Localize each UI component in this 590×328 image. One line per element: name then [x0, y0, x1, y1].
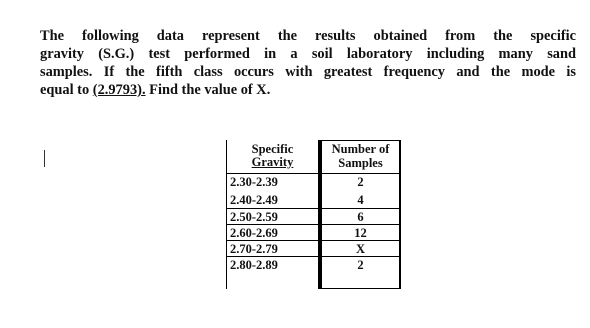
- table-cell-count: 6: [322, 208, 399, 224]
- specific-gravity-header: [227, 142, 318, 172]
- problem-line-1: The following data represent the results obtained from the specific: [40, 28, 576, 44]
- mode-dot: .: [141, 82, 146, 98]
- table-cell-count: X: [322, 240, 399, 256]
- table-cell-range: 2.80-2.89: [227, 256, 318, 272]
- table-cell-range: 2.30-2.39: [227, 173, 318, 189]
- table-cell-count: 12: [322, 224, 399, 240]
- specific-gravity-header-line-2: Gravity: [251, 155, 294, 169]
- text-cursor: [44, 150, 45, 167]
- number-of-samples-header-line-2: Samples: [338, 156, 383, 170]
- specific-gravity-column: [227, 140, 318, 289]
- problem-line-4-prefix: equal to: [40, 82, 93, 98]
- problem-line-2: gravity (S.G.) test performed in a soil laboratory including many sand: [40, 46, 576, 62]
- problem-line-4-suffix: Find the value of X.: [145, 82, 271, 98]
- problem-line-3: samples. If the fifth class occurs with greatest frequency and the mode is: [40, 64, 576, 80]
- table-cell-range: 2.70-2.79: [227, 240, 318, 256]
- table-cell-count: 4: [357, 193, 364, 207]
- problem-statement: [40, 27, 576, 99]
- table-cell-range: 2.60-2.69: [227, 224, 318, 240]
- frequency-table: [226, 140, 401, 289]
- table-cell-range: 2.50-2.59: [227, 208, 318, 224]
- number-of-samples-header-line-1: Number of: [331, 142, 390, 156]
- mode-value: (2.9793): [92, 82, 142, 98]
- table-cell-range: 2.40-2.49: [230, 193, 278, 207]
- specific-gravity-header-line-1: Specific: [251, 142, 294, 156]
- number-of-samples-header: [322, 143, 399, 173]
- table-cell-count: 2: [322, 256, 399, 272]
- number-of-samples-column: [322, 141, 399, 288]
- table-cell-count: 2: [322, 173, 399, 189]
- problem-line-4: [40, 81, 576, 99]
